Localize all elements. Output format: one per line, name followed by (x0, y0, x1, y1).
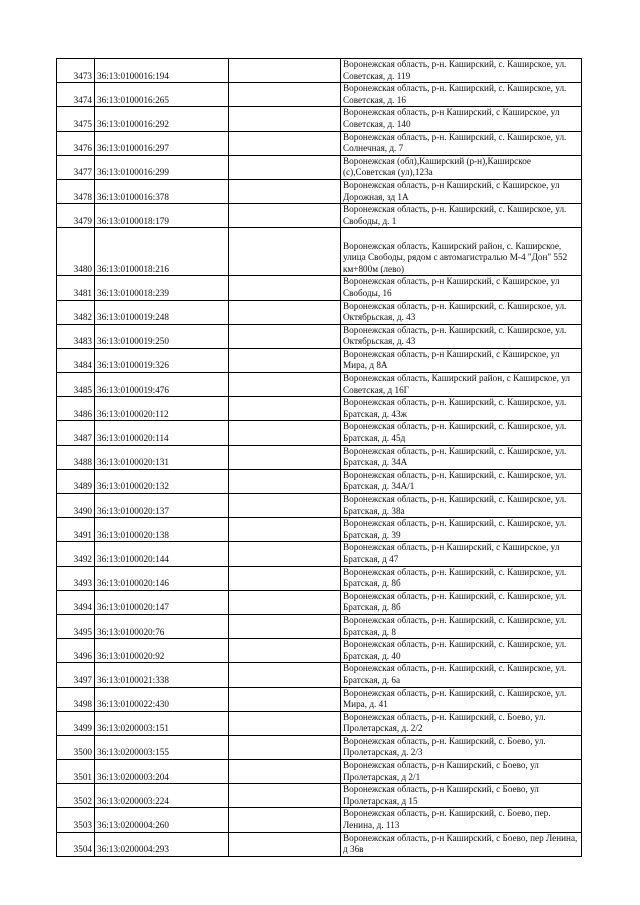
row-number: 3494 (57, 590, 95, 614)
row-number: 3479 (57, 204, 95, 228)
address-cell: Воронежская область, р-н. Каширский, с. Боево, ул. Пролетарская, д. 2/2 (341, 711, 582, 735)
empty-cell (229, 179, 341, 203)
table-row (57, 518, 582, 542)
registry-body (57, 59, 582, 857)
row-number: 3490 (57, 494, 95, 518)
cadastral-number: 36:13:0100016:265 (95, 83, 229, 107)
empty-cell (229, 83, 341, 107)
row-number: 3497 (57, 663, 95, 687)
table-row (57, 808, 582, 832)
row-number: 3473 (57, 59, 95, 83)
address-cell: Воронежская область, р-н Каширский, с Боево, пер Ленина, д 36в (341, 832, 582, 856)
table-row (57, 687, 582, 711)
cadastral-number: 36:13:0100018:216 (95, 228, 229, 276)
table-row (57, 324, 582, 348)
address-cell: Воронежская область, р-н Каширский, с Каширское, ул Дорожная, зд 1А (341, 179, 582, 203)
registry-table (56, 58, 582, 857)
empty-cell (229, 300, 341, 324)
cadastral-number: 36:13:0100020:132 (95, 469, 229, 493)
cadastral-number: 36:13:0100016:292 (95, 107, 229, 131)
address-cell: Воронежская область, р-н. Каширский, с. Каширское, ул. Братская, д. 40 (341, 639, 582, 663)
row-number: 3483 (57, 324, 95, 348)
row-number: 3484 (57, 348, 95, 372)
address-cell: Воронежская область, р-н Каширский, с Боево, ул Пролетарская, д 2/1 (341, 760, 582, 784)
address-cell: Воронежская область, р-н. Каширский, с. Каширское, ул. Мира, д. 41 (341, 687, 582, 711)
cadastral-number: 36:13:0200004:260 (95, 808, 229, 832)
empty-cell (229, 711, 341, 735)
table-row (57, 348, 582, 372)
address-cell: Воронежская область, р-н. Каширский, с. Боево, ул. Пролетарская, д. 2/3 (341, 735, 582, 759)
table-row (57, 397, 582, 421)
empty-cell (229, 228, 341, 276)
table-row (57, 760, 582, 784)
cadastral-number: 36:13:0200004:293 (95, 832, 229, 856)
address-cell: Воронежская область, р-н. Каширский, с. Каширское, ул. Братская, д. 34А (341, 445, 582, 469)
empty-cell (229, 397, 341, 421)
row-number: 3480 (57, 228, 95, 276)
row-number: 3482 (57, 300, 95, 324)
empty-cell (229, 808, 341, 832)
row-number: 3487 (57, 421, 95, 445)
cadastral-number: 36:13:0100016:378 (95, 179, 229, 203)
table-row (57, 784, 582, 808)
empty-cell (229, 107, 341, 131)
empty-cell (229, 373, 341, 397)
row-number: 3491 (57, 518, 95, 542)
row-number: 3474 (57, 83, 95, 107)
address-cell: Воронежская область, р-н. Каширский, с. Каширское, ул. Октябрьская, д. 43 (341, 300, 582, 324)
cadastral-number: 36:13:0100020:146 (95, 566, 229, 590)
row-number: 3493 (57, 566, 95, 590)
row-number: 3485 (57, 373, 95, 397)
row-number: 3481 (57, 276, 95, 300)
empty-cell (229, 324, 341, 348)
empty-cell (229, 469, 341, 493)
table-row (57, 639, 582, 663)
row-number: 3498 (57, 687, 95, 711)
empty-cell (229, 784, 341, 808)
address-cell: Воронежская область, р-н Каширский, с Каширское, ул Свободы, 16 (341, 276, 582, 300)
address-cell: Воронежская область, р-н. Каширский, с. Каширское, ул. Братская, д. 43ж (341, 397, 582, 421)
empty-cell (229, 760, 341, 784)
cadastral-number: 36:13:0100020:137 (95, 494, 229, 518)
cadastral-number: 36:13:0100020:76 (95, 614, 229, 638)
table-row (57, 204, 582, 228)
row-number: 3477 (57, 155, 95, 179)
empty-cell (229, 131, 341, 155)
empty-cell (229, 276, 341, 300)
empty-cell (229, 59, 341, 83)
table-row (57, 300, 582, 324)
row-number: 3489 (57, 469, 95, 493)
address-cell: Воронежская область, р-н. Каширский, с. Каширское, ул. Свободы, д. 1 (341, 204, 582, 228)
empty-cell (229, 832, 341, 856)
address-cell: Воронежская область, р-н. Каширский, с. Каширское, ул. Братская, д. 34А/1 (341, 469, 582, 493)
table-row (57, 179, 582, 203)
empty-cell (229, 348, 341, 372)
address-cell: Воронежская (обл),Каширский (р-н),Каширское (с),Советская (ул),123а (341, 155, 582, 179)
empty-cell (229, 494, 341, 518)
cadastral-number: 36:13:0100022:430 (95, 687, 229, 711)
cadastral-number: 36:13:0200003:151 (95, 711, 229, 735)
table-row (57, 542, 582, 566)
table-row (57, 566, 582, 590)
empty-cell (229, 204, 341, 228)
table-row (57, 663, 582, 687)
table-row (57, 131, 582, 155)
empty-cell (229, 542, 341, 566)
row-number: 3504 (57, 832, 95, 856)
address-cell: Воронежская область, р-н. Каширский, с. Каширское, ул. Солнечная, д. 7 (341, 131, 582, 155)
row-number: 3502 (57, 784, 95, 808)
row-number: 3495 (57, 614, 95, 638)
empty-cell (229, 155, 341, 179)
table-row (57, 155, 582, 179)
address-cell: Воронежская область, р-н Каширский, с Каширское, ул Братская, д 47 (341, 542, 582, 566)
address-cell: Воронежская область, р-н. Каширский, с. Каширское, ул. Братская, д. 38а (341, 494, 582, 518)
empty-cell (229, 421, 341, 445)
table-row (57, 59, 582, 83)
row-number: 3486 (57, 397, 95, 421)
empty-cell (229, 518, 341, 542)
cadastral-number: 36:13:0200003:204 (95, 760, 229, 784)
table-row (57, 421, 582, 445)
empty-cell (229, 566, 341, 590)
row-number: 3499 (57, 711, 95, 735)
cadastral-number: 36:13:0100019:476 (95, 373, 229, 397)
address-cell: Воронежская область, р-н. Каширский, с. Каширское, ул. Советская, д. 119 (341, 59, 582, 83)
cadastral-number: 36:13:0100020:92 (95, 639, 229, 663)
cadastral-number: 36:13:0100020:131 (95, 445, 229, 469)
table-row (57, 469, 582, 493)
row-number: 3475 (57, 107, 95, 131)
cadastral-number: 36:13:0100020:114 (95, 421, 229, 445)
table-row (57, 494, 582, 518)
row-number: 3500 (57, 735, 95, 759)
address-cell: Воронежская область, р-н. Каширский, с. Каширское, ул. Братская, д. 8б (341, 566, 582, 590)
address-cell: Воронежская область, р-н Каширский, с Боево, ул Пролетарская, д 15 (341, 784, 582, 808)
address-cell: Воронежская область, р-н. Каширский, с. Каширское, ул. Братская, д. 45д (341, 421, 582, 445)
cadastral-number: 36:13:0200003:155 (95, 735, 229, 759)
table-row (57, 735, 582, 759)
table-row (57, 107, 582, 131)
empty-cell (229, 639, 341, 663)
address-cell: Воронежская область, р-н. Каширский, с. Боево, пер. Ленина, д. 113 (341, 808, 582, 832)
empty-cell (229, 663, 341, 687)
row-number: 3478 (57, 179, 95, 203)
cadastral-number: 36:13:0200003:224 (95, 784, 229, 808)
empty-cell (229, 687, 341, 711)
address-cell: Воронежская область, р-н. Каширский, с. Каширское, ул. Братская, д. 8б (341, 590, 582, 614)
row-number: 3476 (57, 131, 95, 155)
cadastral-number: 36:13:0100018:239 (95, 276, 229, 300)
cadastral-number: 36:13:0100020:144 (95, 542, 229, 566)
table-row (57, 228, 582, 276)
cadastral-number: 36:13:0100016:297 (95, 131, 229, 155)
address-cell: Воронежская область, р-н. Каширский, с. Каширское, ул. Октябрьская, д. 43 (341, 324, 582, 348)
empty-cell (229, 614, 341, 638)
table-row (57, 83, 582, 107)
row-number: 3501 (57, 760, 95, 784)
row-number: 3496 (57, 639, 95, 663)
cadastral-number: 36:13:0100021:338 (95, 663, 229, 687)
table-row (57, 276, 582, 300)
cadastral-number: 36:13:0100018:179 (95, 204, 229, 228)
cadastral-number: 36:13:0100020:147 (95, 590, 229, 614)
row-number: 3488 (57, 445, 95, 469)
cadastral-number: 36:13:0100019:248 (95, 300, 229, 324)
address-cell: Воронежская область, р-н. Каширский, с. Каширское, ул. Братская, д. 6а (341, 663, 582, 687)
empty-cell (229, 445, 341, 469)
row-number: 3492 (57, 542, 95, 566)
address-cell: Воронежская область, р-н Каширский, с Каширское, ул Мира, д 8А (341, 348, 582, 372)
cadastral-number: 36:13:0100016:299 (95, 155, 229, 179)
address-cell: Воронежская область, р-н. Каширский, с. Каширское, ул. Братская, д. 8 (341, 614, 582, 638)
address-cell: Воронежская область, Каширский район, с Каширское, ул Советская, д 16Г (341, 373, 582, 397)
address-cell: Воронежская область, р-н Каширский, с Каширское, ул Советская, д. 140 (341, 107, 582, 131)
address-cell: Воронежская область, Каширский район, с. Каширское, улица Свободы, рядом с автомагистралью М-4 "Дон" 552 км+800м (лево) (341, 228, 582, 276)
empty-cell (229, 590, 341, 614)
cadastral-number: 36:13:0100019:326 (95, 348, 229, 372)
cadastral-number: 36:13:0100020:138 (95, 518, 229, 542)
table-row (57, 614, 582, 638)
cadastral-number: 36:13:0100020:112 (95, 397, 229, 421)
cadastral-number: 36:13:0100019:250 (95, 324, 229, 348)
table-row (57, 711, 582, 735)
empty-cell (229, 735, 341, 759)
cadastral-number: 36:13:0100016:194 (95, 59, 229, 83)
table-row (57, 373, 582, 397)
table-row (57, 445, 582, 469)
table-row (57, 590, 582, 614)
address-cell: Воронежская область, р-н. Каширский, с. Каширское, ул. Советская, д. 16 (341, 83, 582, 107)
table-row (57, 832, 582, 856)
address-cell: Воронежская область, р-н. Каширский, с. Каширское, ул. Братская, д. 39 (341, 518, 582, 542)
row-number: 3503 (57, 808, 95, 832)
